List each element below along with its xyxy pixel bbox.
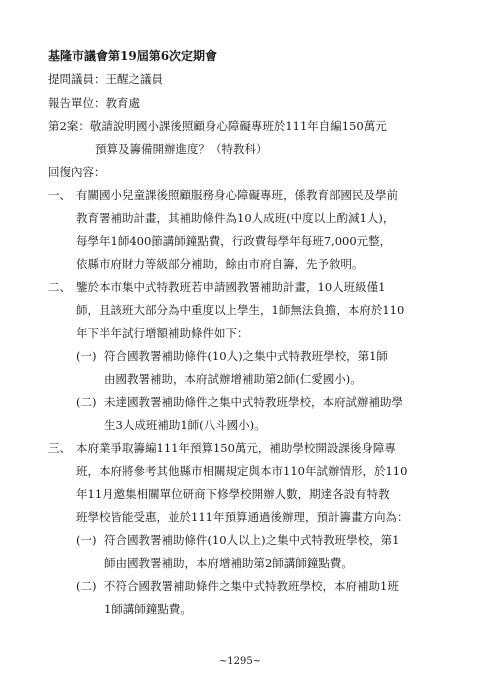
sub-item-number: (一) <box>76 349 97 363</box>
sub-paragraph-line: 生3人成班補助1師(八斗國小)。 <box>104 418 266 432</box>
paragraph-line: 班，本府將參考其他縣市相關規定與本市110年試辦情形，於110 <box>76 464 408 478</box>
case-line-2: 預算及籌備開辦進度？（特教科） <box>95 142 268 156</box>
document-title: 基隆市議會第19屆第6次定期會 <box>48 49 218 63</box>
paragraph-line: 鑒於本市集中式特教班若申請國教署補助計畫，10人班級僅1 <box>76 280 386 294</box>
paragraph-line: 班學校皆能受惠，並於111年預算通過後辦理，預計籌畫方向為： <box>76 510 409 524</box>
paragraph-line: 有關國小兒童課後照顧服務身心障礙專班，係教育部國民及學前 <box>76 188 398 202</box>
sub-item-number: (二) <box>76 579 97 593</box>
questioner-line: 提問議員：王醒之議員 <box>48 72 163 86</box>
item-number: 一、 <box>48 188 71 202</box>
sub-paragraph-line: 由國教署補助，本府試辦增補助第2師(仁愛國小)。 <box>104 372 362 386</box>
paragraph-line: 年11月邀集相關單位研商下修學校開辦人數，期達各設有特教 <box>76 487 390 501</box>
sub-paragraph-line: 未達國教署補助條件之集中式特教班學校，本府試辦補助學 <box>104 395 403 409</box>
paragraph-line: 本府業爭取籌編111年預算150萬元，補助學校開設課後身障專 <box>76 441 396 455</box>
sub-item-number: (一) <box>76 533 97 547</box>
paragraph-line: 依縣市府財力等級部分補助，餘由市府自籌，先予敘明。 <box>76 257 364 271</box>
sub-paragraph-line: 符合國教署補助條件(10人以上)之集中式特教班學校，第1 <box>104 533 400 547</box>
paragraph-line: 師，且該班大部分為中重度以上學生，1師無法負擔，本府於110 <box>76 303 405 317</box>
case-line-1: 第2案：敬請說明國小課後照顧身心障礙專班於111年自編150萬元 <box>48 119 387 133</box>
sub-item-number: (二) <box>76 395 97 409</box>
item-number: 三、 <box>48 441 71 455</box>
page-number: ~1295~ <box>218 656 262 667</box>
paragraph-line: 每學年1師400節講師鐘點費，行政費每學年每班7,000元整， <box>76 234 392 248</box>
sub-paragraph-line: 符合國教署補助條件(10人)之集中式特教班學校，第1師 <box>104 349 388 363</box>
sub-paragraph-line: 師由國教署補助，本府增補助第2師講師鐘點費。 <box>104 556 353 570</box>
reporting-unit-line: 報告單位：教育處 <box>48 96 140 110</box>
item-number: 二、 <box>48 280 71 294</box>
paragraph-line: 教育署補助計畫，其補助條件為10人成班(中度以上酌減1人)， <box>76 211 395 225</box>
sub-paragraph-line: 不符合國教署補助條件之集中式特教班學校，本府補助1班 <box>104 579 399 593</box>
sub-paragraph-line: 1師講師鐘點費。 <box>104 602 192 616</box>
reply-label: 回復內容： <box>48 165 106 179</box>
paragraph-line: 年下半年試行增額補助條件如下： <box>76 326 249 340</box>
